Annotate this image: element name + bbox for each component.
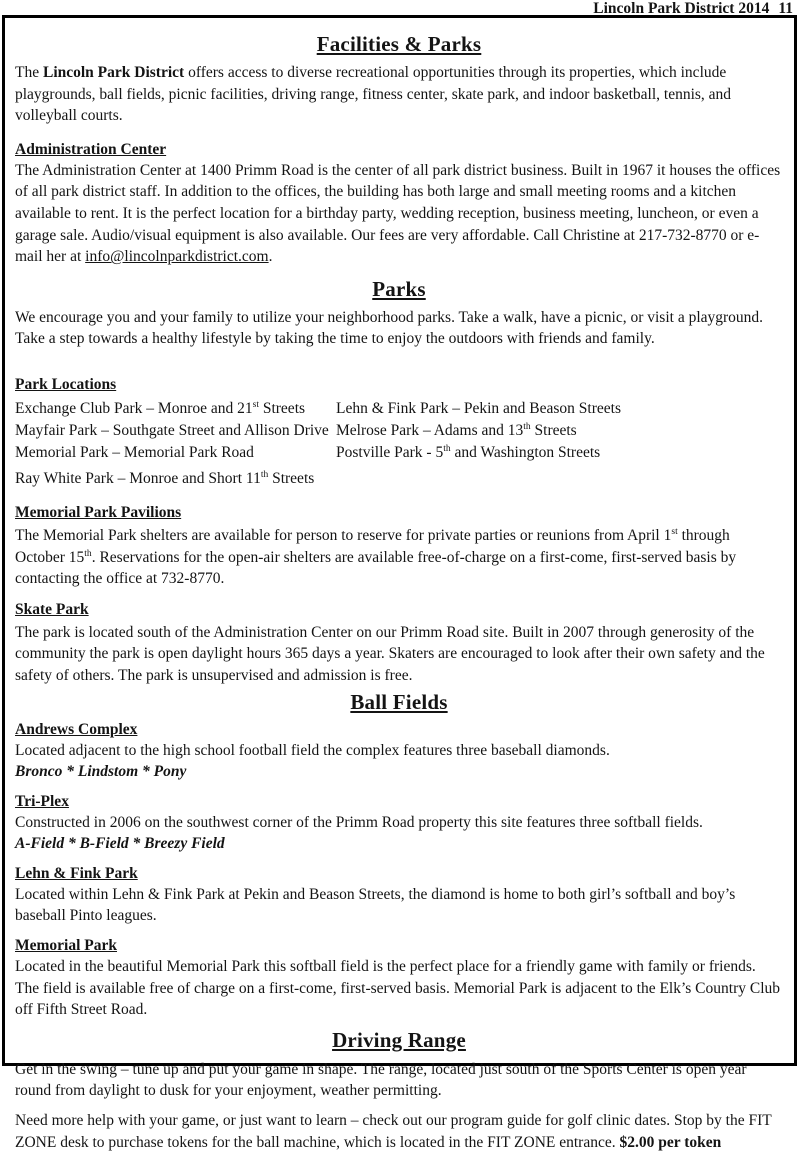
park-location-item: Postville Park - 5th and Washington Streets <box>336 443 601 461</box>
driving-range-paragraph-2: Need more help with your game, or just want to learn – check out our program guide for golf clinic dates. Stop by the FIT ZONE desk to purchase tokens for the ball machine, which is located in the FIT ZONE entrance. $2.00 per token <box>15 1112 772 1151</box>
district-name-bold: Lincoln Park District <box>42 64 185 81</box>
page-number: 11 <box>778 0 793 17</box>
parks-heading: Parks <box>372 276 426 301</box>
skate-park-heading: Skate Park <box>15 600 89 618</box>
park-locations-right-column <box>336 398 783 464</box>
facilities-parks-heading: Facilities & Parks <box>316 32 482 56</box>
park-location-item: Mayfair Park – Southgate Street and Allison Drive <box>15 421 329 439</box>
andrews-complex-paragraph: Located adjacent to the high school football field the complex features three baseball diamonds. <box>15 741 610 759</box>
page-header-title: Lincoln Park District 2014 <box>593 0 770 17</box>
andrews-fields-line: Bronco * Lindstom * Pony <box>15 763 187 781</box>
page-header <box>0 0 800 15</box>
park-locations-list <box>15 398 783 464</box>
lehn-fink-park-paragraph: Located within Lehn & Fink Park at Pekin and Beason Streets, the diamond is home to both girl’s softball and boy’s baseball Pinto leagues. <box>15 885 736 925</box>
memorial-park-heading: Memorial Park <box>15 937 118 955</box>
ball-fields-heading: Ball Fields <box>350 689 448 714</box>
content-box <box>2 15 797 1151</box>
park-location-item: Melrose Park – Adams and 13th Streets <box>336 421 577 439</box>
park-locations-left-column <box>15 398 336 464</box>
administration-center-paragraph: The Administration Center at 1400 Primm Road is the center of all park district business. Built in 1967 it houses the offices of all park district staff. In addition to the offices, the building has both large and small meeting rooms and a kitchen available to rent. It is the perfect location for a birthday party, wedding reception, business meeting, luncheon, or even a garage sale. Audio/visual equipment is also available. Our fees are very affordable. Call Christine at 217-732-8770 or e-mail her at info@lincolnparkdistrict.com. <box>15 161 781 266</box>
tri-plex-paragraph: Constructed in 2006 on the southwest corner of the Primm Road property this site features three softball fields. <box>15 813 703 831</box>
park-locations-heading: Park Locations <box>15 375 117 393</box>
facilities-intro-paragraph: The Lincoln Park District offers access to diverse recreational opportunities through its properties, which include playgrounds, ball fields, picnic facilities, driving range, fitness center, skate park, and indoor basketball, tennis, and volleyball courts. <box>15 64 732 125</box>
lehn-fink-park-heading: Lehn & Fink Park <box>15 864 138 882</box>
tri-plex-fields-line: A-Field * B-Field * Breezy Field <box>15 835 225 853</box>
memorial-park-paragraph: Located in the beautiful Memorial Park this softball field is the perfect place for a friendly game with family or friends. The field is available free of charge on a first-come, first-served basis. Memorial Park is adjacent to the Elk’s Country Club off Fifth Street Road. <box>15 958 781 1019</box>
email-link[interactable]: info@lincolnparkdistrict.com <box>85 248 269 266</box>
park-location-item: Lehn & Fink Park – Pekin and Beason Streets <box>336 399 621 417</box>
driving-range-paragraph-1: Get in the swing – tune up and put your game in shape. The range, located just south of the Sports Center is open year round from daylight to dusk for your enjoyment, weather permitting. <box>15 1060 747 1100</box>
skate-park-paragraph: The park is located south of the Administration Center on our Primm Road site. Built in 2007 through generosity of the community the park is open daylight hours 365 days a year. Skaters are encouraged to look after their own safety and the safety of others. The park is unsupervised and admission is free. <box>15 623 765 684</box>
tri-plex-heading: Tri-Plex <box>15 792 69 810</box>
memorial-park-pavilions-heading: Memorial Park Pavilions <box>15 503 182 521</box>
token-price-bold: $2.00 per token <box>619 1133 722 1151</box>
parks-intro-paragraph: We encourage you and your family to utilize your neighborhood parks. Take a walk, have a picnic, or visit a playground. Take a step towards a healthy lifestyle by taking the time to enjoy the outdoors with friends and family. <box>15 308 764 348</box>
park-location-item: Ray White Park – Monroe and Short 11th Streets <box>15 469 315 487</box>
memorial-park-pavilions-paragraph: The Memorial Park shelters are available for person to reserve for private parties or reunions from April 1st through October 15th. Reservations for the open-air shelters are available free-of-charge on a first-come, first-served basis by contacting the office at 732-8770. <box>15 526 737 588</box>
park-location-item: Exchange Club Park – Monroe and 21st Streets <box>15 399 306 417</box>
andrews-complex-heading: Andrews Complex <box>15 720 138 738</box>
driving-range-heading: Driving Range <box>332 1027 466 1052</box>
administration-center-heading: Administration Center <box>15 140 167 158</box>
park-location-item: Memorial Park – Memorial Park Road <box>15 443 254 461</box>
